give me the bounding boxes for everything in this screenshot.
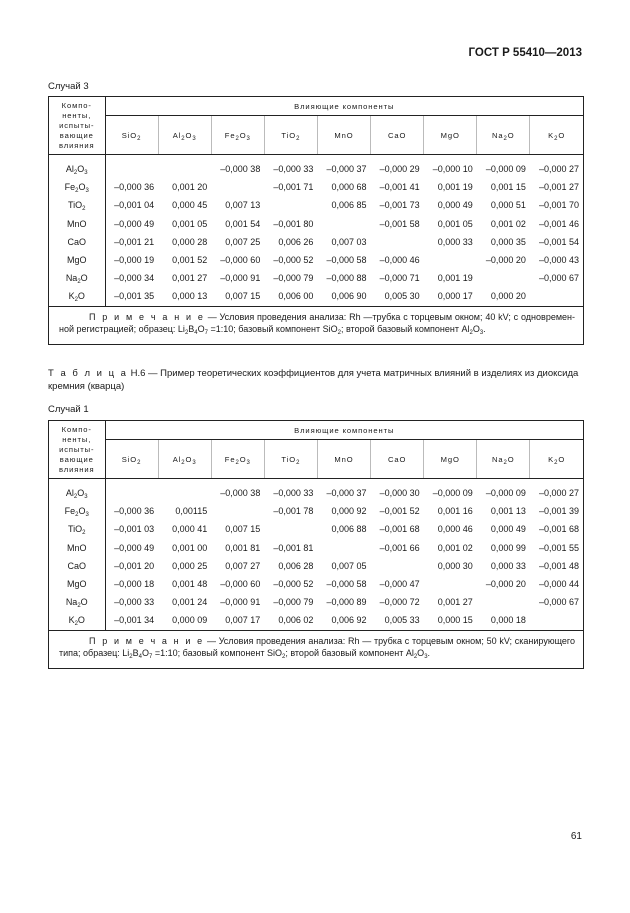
row-label: $K_2O$ [49,287,105,305]
coefficient-cell: –0,000 19 [114,255,155,266]
table-row [49,539,583,557]
coefficient-cell [371,233,424,251]
coefficients-table-case-1 [48,420,584,669]
coefficient-cell: –0,000 52 [273,255,314,266]
coefficient-cell [105,155,158,179]
table-row [49,479,583,503]
coefficient-cell: 0,000 09 [172,615,208,626]
coefficient-cell: –0,000 58 [326,579,367,590]
page-number: 61 [570,831,582,842]
coefficient-cell: 0,000 17 [437,291,473,302]
coefficient-cell: –0,000 36 [114,182,155,193]
coefficient-cell: –0,000 47 [379,579,420,590]
column-header: MnO [317,440,370,479]
coefficient-cell: –0,000 33 [114,597,155,608]
coefficient-cell: 0,000 51 [490,200,526,211]
coefficient-cell: –0,000 27 [538,488,579,499]
coefficient-cell: –0,000 67 [538,273,579,284]
coefficient-cell [424,575,477,593]
table-row [49,215,583,233]
coefficient-cell: –0,000 91 [220,273,261,284]
coefficient-cell: –0,000 88 [326,273,367,284]
coefficient-cell: 0,001 02 [437,542,473,553]
header-influencing-components: Влияющие компоненты [105,97,583,116]
coefficient-cell: 0,001 20 [172,182,208,193]
coefficient-cell: 0,001 19 [437,182,473,193]
coefficient-cell: –0,000 44 [538,579,579,590]
coefficient-cell [424,251,477,269]
coefficient-cell: 0,007 25 [225,236,261,247]
coefficient-cell: 0,001 15 [490,182,526,193]
coefficient-cell: –0,000 58 [326,255,367,266]
table-row [49,196,583,214]
header-affected-components: Компо- ненты, испыты- вающие влияния [49,421,105,479]
table-caption: Т а б л и ц а Н.6 — Пример теоретических коэффициентов для учета матричных влияний в изделиях из диоксида кремния (кварца) [48,368,579,392]
coefficient-cell: 0,00115 [175,506,208,517]
column-header: $Fe_2O_3$ [211,116,264,155]
coefficient-cell: –0,000 38 [220,164,261,175]
coefficient-cell [317,539,370,557]
coefficient-cell: –0,001 70 [538,200,579,211]
coefficient-cell: –0,000 20 [485,579,526,590]
coefficient-cell: –0,001 54 [538,236,579,247]
column-header: $K_2O$ [530,116,583,155]
coefficient-cell: –0,001 48 [538,560,579,571]
column-header: TiO$_2$ [264,116,317,155]
table-row [49,593,583,611]
coefficient-cell: –0,000 46 [379,255,420,266]
row-label: CaO [49,233,105,251]
coefficient-cell: –0,000 60 [220,255,261,266]
row-label: MnO [49,539,105,557]
coefficient-cell: 0,006 90 [331,291,367,302]
row-label: MgO [49,575,105,593]
coefficient-cell: –0,000 09 [485,488,526,499]
coefficient-cell: –0,000 34 [114,273,155,284]
coefficient-cell: 0,001 24 [172,597,208,608]
coefficient-cell: –0,001 46 [538,218,579,229]
coefficient-cell: 0,001 05 [437,218,473,229]
coefficient-cell: –0,000 79 [273,273,314,284]
column-header: $Na_2O$ [477,440,530,479]
coefficient-cell: –0,000 27 [538,164,579,175]
coefficient-cell: 0,006 88 [331,524,367,535]
coefficient-cell: –0,001 73 [379,200,420,211]
coefficient-cell: –0,001 68 [379,524,420,535]
coefficient-cell: 0,006 00 [278,291,314,302]
table-note: П р и м е ч а н и е — Условия проведения анализа: Rh —трубка с торцевым окном; 40 kV; с одновремен-ной регистрацией; образец: $Li_2B_4O_7$ =1:10; базовый компонент SiO$_2$; второй базовый компонент $Al_2O_3$. [49,306,583,344]
header-influencing-components: Влияющие компоненты [105,421,583,440]
column-header: SiO$_2$ [105,440,158,479]
coefficient-cell: 0,007 03 [331,236,367,247]
column-header: CaO [371,440,424,479]
coefficient-cell: –0,001 81 [273,542,314,553]
row-label: $Na_2O$ [49,269,105,287]
coefficient-cell: 0,001 13 [490,506,526,517]
coefficient-cell: 0,000 25 [172,560,208,571]
row-label: CaO [49,557,105,575]
coefficient-cell: 0,006 28 [278,560,314,571]
table-row [49,269,583,287]
coefficient-cell: 0,000 18 [490,615,526,626]
coefficient-cell: 0,006 92 [331,615,367,626]
coefficient-cell: –0,000 09 [485,164,526,175]
coefficient-cell [530,287,583,305]
row-label: $Fe_2O_3$ [49,178,105,196]
coefficient-cell: –0,000 30 [379,488,420,499]
coefficient-cell: –0,001 04 [114,200,155,211]
coefficient-cell: –0,001 71 [273,182,314,193]
coefficient-cell: 0,006 02 [278,615,314,626]
coefficient-cell: 0,007 15 [225,524,261,535]
coefficient-cell: 0,007 17 [225,615,261,626]
coefficient-cell: –0,000 37 [326,164,367,175]
table-row [49,575,583,593]
coefficient-cell: 0,000 33 [437,236,473,247]
coefficient-cell: –0,000 72 [379,597,420,608]
coefficient-cell: –0,000 33 [273,488,314,499]
column-header: $K_2O$ [530,440,583,479]
coefficient-cell [371,557,424,575]
coefficient-cell: 0,007 05 [331,560,367,571]
coefficient-cell: 0,000 28 [172,236,208,247]
coefficient-cell: –0,001 55 [538,542,579,553]
coefficient-cell: 0,000 49 [490,524,526,535]
coefficient-cell: –0,000 79 [273,597,314,608]
coefficient-cell: –0,001 34 [114,615,155,626]
coefficient-cell: –0,001 21 [114,236,155,247]
column-header: $Na_2O$ [477,116,530,155]
coefficient-cell: –0,000 49 [114,218,155,229]
table-row [49,502,583,520]
coefficient-cell: –0,000 38 [220,488,261,499]
coefficient-cell: 0,000 13 [172,291,208,302]
coefficient-cell: –0,000 20 [485,255,526,266]
coefficient-cell [158,155,211,179]
coefficient-cell: 0,007 15 [225,291,261,302]
coefficient-cell: –0,001 41 [379,182,420,193]
coefficient-cell [530,611,583,629]
coefficient-cell: 0,001 48 [172,579,208,590]
table-row [49,251,583,269]
coefficient-cell: –0,001 80 [273,218,314,229]
coefficient-cell: 0,001 81 [225,542,261,553]
row-label: $Al_2O_3$ [49,479,105,503]
coefficient-cell: –0,000 43 [538,255,579,266]
coefficient-cell: 0,001 02 [490,218,526,229]
coefficient-cell: –0,001 52 [379,506,420,517]
coefficient-cell [211,502,264,520]
coefficient-cell: –0,001 27 [538,182,579,193]
table-row [49,233,583,251]
table-note: П р и м е ч а н и е — Условия проведения анализа: Rh — трубка с торцевым окном; 50 kV; сканирующего типа; образец: $Li_2B_4O_7$ =1:10; базовый компонент SiO$_2$; второй базовый компонент $Al_2O_3$. [49,630,583,668]
coefficient-cell [158,479,211,503]
coefficient-cell: 0,006 26 [278,236,314,247]
row-label: MnO [49,215,105,233]
column-header: TiO$_2$ [264,440,317,479]
coefficient-cell: –0,001 35 [114,291,155,302]
row-label: MgO [49,251,105,269]
coefficient-cell: 0,001 27 [172,273,208,284]
coefficient-cell: –0,000 67 [538,597,579,608]
coefficient-cell [477,269,530,287]
coefficient-cell [264,196,317,214]
coefficient-cell: –0,001 39 [538,506,579,517]
column-header: $Al_2O_3$ [158,440,211,479]
coefficient-cell: 0,001 16 [437,506,473,517]
coefficient-cell: –0,001 78 [273,506,314,517]
coefficient-cell: 0,000 92 [331,506,367,517]
column-header: SiO$_2$ [105,116,158,155]
column-header: MgO [424,116,477,155]
case-label-3: Случай 3 [48,81,89,92]
header-affected-components: Компо- ненты, испыты- вающие влияния [49,97,105,155]
coefficient-cell: –0,000 29 [379,164,420,175]
row-label: $K_2O$ [49,611,105,629]
coefficient-cell: –0,001 58 [379,218,420,229]
coefficient-cell: 0,000 46 [437,524,473,535]
coefficient-cell: 0,000 41 [172,524,208,535]
table-row [49,520,583,538]
coefficient-cell: –0,000 09 [432,488,473,499]
table-row [49,557,583,575]
row-label: TiO$_2$ [49,520,105,538]
coefficient-cell: 0,001 00 [172,542,208,553]
coefficient-cell: –0,001 66 [379,542,420,553]
coefficient-cell: 0,007 27 [225,560,261,571]
column-header: MgO [424,440,477,479]
table-row [49,287,583,305]
row-label: $Na_2O$ [49,593,105,611]
coefficient-cell: –0,000 37 [326,488,367,499]
coefficient-cell: 0,005 33 [384,615,420,626]
column-header: MnO [317,116,370,155]
case-label-1: Случай 1 [48,404,89,415]
coefficient-cell: 0,000 49 [437,200,473,211]
coefficient-cell: 0,000 45 [172,200,208,211]
coefficient-cell: 0,000 68 [331,182,367,193]
coefficient-cell: 0,001 54 [225,218,261,229]
coefficients-table-case-3 [48,96,584,345]
coefficient-cell: 0,000 20 [490,291,526,302]
column-header: $Fe_2O_3$ [211,440,264,479]
coefficient-cell: 0,000 30 [437,560,473,571]
coefficient-cell: –0,001 03 [114,524,155,535]
row-label: $Al_2O_3$ [49,155,105,179]
table-row [49,611,583,629]
coefficient-cell: –0,001 20 [114,560,155,571]
coefficient-cell: –0,000 18 [114,579,155,590]
coefficient-cell: –0,000 52 [273,579,314,590]
coefficient-cell [317,215,370,233]
row-label: $Fe_2O_3$ [49,502,105,520]
coefficient-cell: 0,000 33 [490,560,526,571]
coefficient-cell [264,520,317,538]
coefficient-cell [211,178,264,196]
coefficient-cell: 0,001 27 [437,597,473,608]
coefficient-cell: 0,001 19 [437,273,473,284]
coefficient-cell: 0,001 52 [172,255,208,266]
coefficient-cell [477,593,530,611]
coefficient-cell: –0,000 71 [379,273,420,284]
row-label: TiO$_2$ [49,196,105,214]
document-standard-header: ГОСТ Р 55410—2013 [468,47,582,59]
coefficient-cell: –0,000 36 [114,506,155,517]
coefficient-cell: –0,000 33 [273,164,314,175]
coefficient-cell: –0,000 10 [432,164,473,175]
coefficient-cell: 0,006 85 [331,200,367,211]
coefficient-cell: –0,001 68 [538,524,579,535]
coefficient-cell: 0,001 05 [172,218,208,229]
coefficient-cell [105,479,158,503]
coefficient-cell: 0,000 99 [490,542,526,553]
coefficient-cell: 0,005 30 [384,291,420,302]
table-row [49,155,583,179]
coefficient-cell: –0,000 89 [326,597,367,608]
column-header: $Al_2O_3$ [158,116,211,155]
coefficient-cell: –0,000 91 [220,597,261,608]
coefficient-cell: –0,000 60 [220,579,261,590]
coefficient-cell: –0,000 49 [114,542,155,553]
column-header: CaO [371,116,424,155]
coefficient-cell: 0,007 13 [225,200,261,211]
coefficient-cell: 0,000 15 [437,615,473,626]
coefficient-cell: 0,000 35 [490,236,526,247]
table-row [49,178,583,196]
